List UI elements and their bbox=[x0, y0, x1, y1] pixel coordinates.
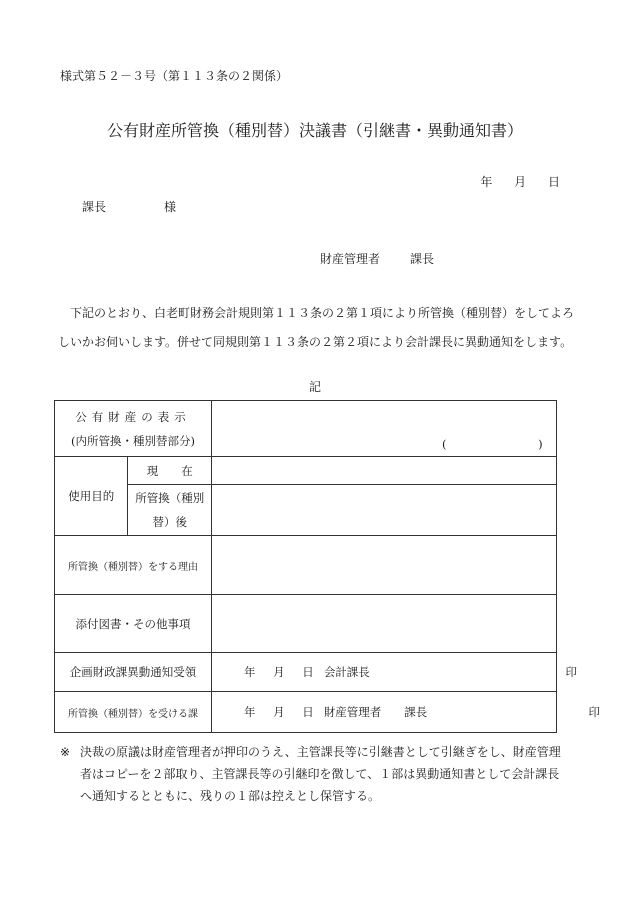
planning-date: 年 月 日 bbox=[244, 665, 314, 679]
property-manager bbox=[320, 250, 434, 267]
property-parenthesis: ( ) bbox=[442, 437, 543, 451]
reason-value-cell[interactable] bbox=[212, 536, 557, 595]
addressee-title: 課長 bbox=[82, 200, 107, 214]
date-line: 年 月 日 bbox=[480, 175, 560, 189]
footnote bbox=[60, 741, 570, 807]
document-title: 公有財産所管換（種別替）決議書（引継書・異動通知書） bbox=[106, 121, 523, 140]
receiving-date: 年 月 日 bbox=[244, 705, 314, 719]
footnote-mark: ※ bbox=[60, 745, 71, 759]
addressee-honorific: 様 bbox=[164, 200, 177, 214]
after-label-line2: 替）後 bbox=[152, 515, 187, 529]
planning-party: 会計課長 bbox=[323, 665, 370, 679]
receiving-seal: 印 bbox=[588, 705, 600, 719]
table-row-receiving bbox=[55, 692, 557, 733]
table-row-reason bbox=[55, 536, 557, 595]
current-value-cell[interactable] bbox=[212, 457, 557, 485]
property-sub-label: (内所管換・種別替部分) bbox=[71, 433, 195, 448]
after-value-cell[interactable] bbox=[212, 485, 557, 536]
planning-value-cell[interactable] bbox=[212, 653, 577, 692]
reason-label: 所管換（種別替）をする理由 bbox=[55, 536, 212, 595]
after-label-line1: 所管換（種別 bbox=[135, 491, 205, 505]
form-number: 様式第５２－３号（第１１３条の２関係） bbox=[60, 69, 289, 83]
table-row-property bbox=[55, 401, 557, 457]
table-row-attachments bbox=[55, 595, 557, 653]
table-row-after bbox=[55, 485, 557, 536]
receiving-label: 所管換（種別替）を受ける課 bbox=[55, 692, 212, 733]
table-row-current bbox=[55, 457, 557, 485]
property-label-cell bbox=[55, 401, 212, 457]
planning-label: 企画財政課異動通知受領 bbox=[55, 653, 212, 692]
table-row-planning bbox=[55, 653, 557, 692]
body-text: 下記のとおり、白老町財務会計規則第１１３条の２第１項により所管換（種別替）をしてよろしいかお伺いします。併せて同規則第１１３条の２第２項により会計課長に異動通知をします。 bbox=[58, 306, 575, 349]
attachments-value-cell[interactable] bbox=[212, 595, 557, 653]
receiving-value-cell[interactable] bbox=[212, 692, 600, 733]
ki-heading: 記 bbox=[308, 380, 321, 394]
decision-form-table bbox=[54, 400, 600, 733]
after-label bbox=[128, 485, 212, 536]
purpose-label: 使用目的 bbox=[55, 457, 128, 536]
addressee bbox=[82, 198, 176, 215]
current-label: 現 在 bbox=[128, 457, 212, 485]
manager-role: 課長 bbox=[410, 252, 435, 266]
manager-label: 財産管理者 bbox=[320, 252, 381, 266]
planning-seal: 印 bbox=[565, 665, 577, 679]
property-value-cell[interactable] bbox=[212, 401, 557, 457]
receiving-party: 財産管理者 課長 bbox=[323, 705, 428, 719]
footnote-text: 決裁の原議は財産管理者が押印のうえ、主管課長等に引継書として引継ぎをし、財産管理者はコピーを２部取り、主管課長等の引継印を徴して、１部は異動通知書として会計課長へ通知するとともに、残りの１部は控えとし保管する。 bbox=[80, 745, 561, 803]
property-label: 公有財産の表示 bbox=[75, 409, 191, 424]
attachments-label: 添付図書・その他事項 bbox=[55, 595, 212, 653]
